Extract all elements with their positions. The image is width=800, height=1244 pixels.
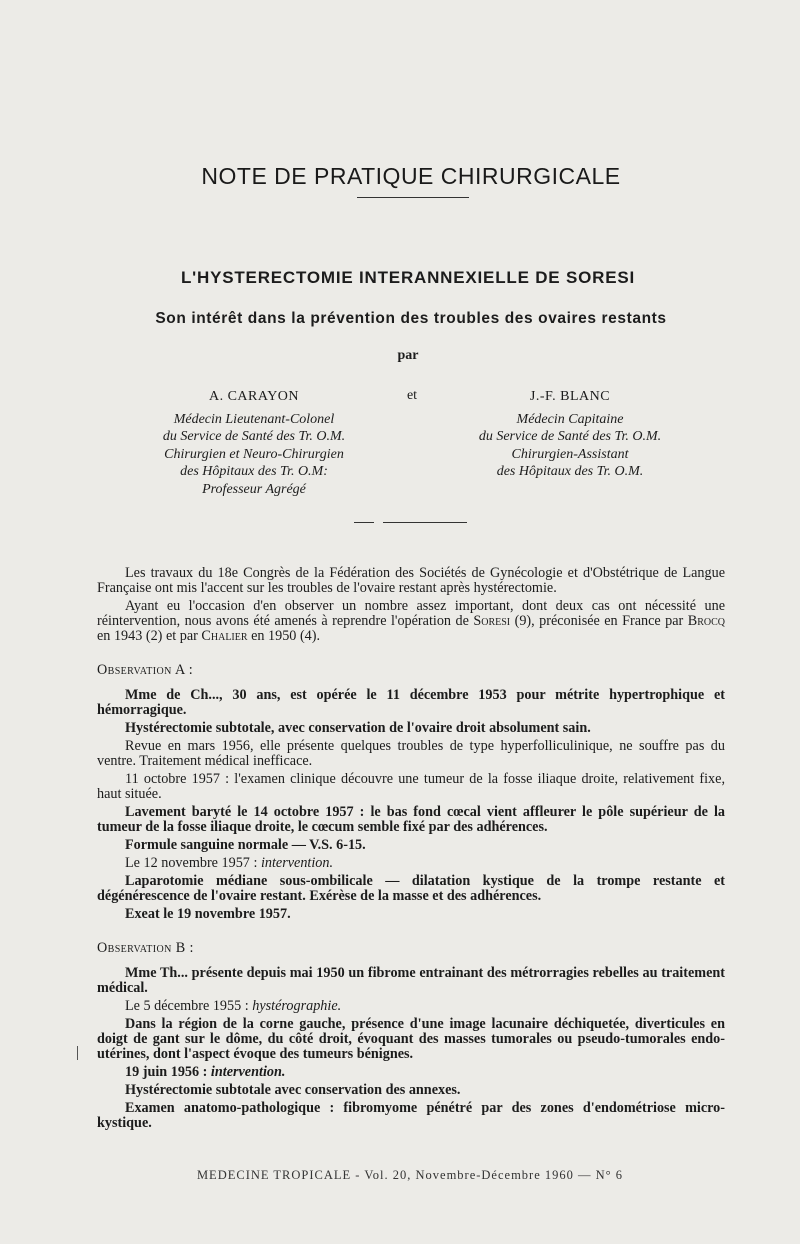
observation-paragraph: Le 12 novembre 1957 : intervention.	[125, 855, 334, 871]
observation-paragraph: Le 5 décembre 1955 : hystérographie.	[125, 998, 342, 1014]
emphasis: intervention.	[260, 855, 334, 871]
author-left-role: du Service de Santé des Tr. O.M.	[162, 429, 346, 444]
observation-paragraph: Hystérectomie subtotale avec conservation des annexes.	[125, 1082, 461, 1098]
author-right-role: des Hôpitaux des Tr. O.M.	[496, 464, 644, 479]
margin-mark	[77, 1046, 78, 1060]
author-right-role: Médecin Capitaine	[516, 411, 624, 427]
section-title: NOTE DE PRATIQUE CHIRURGICALE	[201, 163, 621, 189]
observation-paragraph: Dans la région de la corne gauche, présence d'une image lacunaire déchiquetée, diverticules en doigt de gant sur le dôme, du côté droit, évoquant des masses tumorales ou pseudo-tumorales endo-utérines, dont l'aspect évoque des tumeurs bénignes.	[97, 1016, 725, 1062]
author-left-role: des Hôpitaux des Tr. O.M:	[180, 464, 328, 479]
ref-author: Brocq	[687, 613, 725, 629]
emphasis: intervention.	[210, 1064, 286, 1080]
observation-paragraph: Mme de Ch..., 30 ans, est opérée le 11 décembre 1953 pour métrite hypertrophique et hémorragique.	[97, 687, 725, 718]
observation-paragraph: Formule sanguine normale — V.S. 6-15.	[125, 837, 366, 853]
observation-paragraph: Lavement baryté le 14 octobre 1957 : le bas fond cœcal vient affleurer le pôle supérieur de la tumeur de la fosse iliaque droite, le cœcum semble fixé par des adhérences.	[97, 804, 725, 835]
observation-paragraph: Hystérectomie subtotale, avec conservation de l'ovaire droit absolument sain.	[125, 720, 591, 736]
observation-a-heading: Observation A :	[97, 662, 194, 678]
ref-author: Soresi	[473, 613, 511, 629]
observation-paragraph: Exeat le 19 novembre 1957.	[125, 906, 291, 922]
author-right-role: du Service de Santé des Tr. O.M.	[478, 429, 662, 444]
author-conjunction: et	[406, 388, 418, 403]
intro-paragraph: Ayant eu l'occasion d'en observer un nombre assez important, dont deux cas ont nécessité une réintervention, nous avons été amenés à reprendre l'opération de Soresi (9), préconisée en France par Brocq en 1943 (2) et par Chalier en 1950 (4).	[97, 598, 725, 644]
byline-par: par	[397, 348, 419, 363]
author-left-name: A. CARAYON	[208, 389, 300, 404]
emphasis: hystérographie.	[252, 998, 342, 1014]
author-right-name: J.-F. BLANC	[529, 389, 611, 404]
observation-paragraph: 19 juin 1956 : intervention.	[125, 1064, 286, 1080]
author-left-role: Médecin Lieutenant-Colonel	[173, 411, 335, 427]
observation-paragraph: Revue en mars 1956, elle présente quelques troubles de type hyperfolliculinique, ne souffre pas du ventre. Traitement médical inefficace.	[97, 738, 725, 769]
article-body	[97, 566, 725, 1131]
observation-paragraph: Examen anatomo-pathologique : fibromyome pénétré par des zones d'endométriose micro-kystique.	[97, 1100, 725, 1131]
author-left-role: Professeur Agrégé	[202, 481, 306, 497]
author-left	[104, 388, 404, 498]
article-subtitle: Son intérêt dans la prévention des troubles des ovaires restants	[155, 310, 667, 327]
observation-paragraph: Laparotomie médiane sous-ombilicale — dilatation kystique de la trompe restante et dégénérescence de l'ovaire restant. Exérèse de la masse et des adhérences.	[97, 873, 725, 904]
ref-author: Chalier	[201, 628, 248, 644]
intro-paragraph: Les travaux du 18e Congrès de la Fédération des Sociétés de Gynécologie et d'Obstétrique de Langue Française ont mis l'accent sur les troubles de l'ovaire restant après hystérectomie.	[97, 565, 725, 596]
title-rule	[357, 197, 469, 198]
observation-b-heading: Observation B :	[97, 940, 194, 956]
author-left-role: Chirurgien et Neuro-Chirurgien	[164, 446, 344, 462]
author-right-role: Chirurgien-Assistant	[511, 446, 629, 462]
observation-paragraph: Mme Th... présente depuis mai 1950 un fibrome entrainant des métrorragies rebelles au traitement médical.	[97, 965, 725, 996]
separator-rule	[354, 522, 374, 523]
observation-paragraph: 11 octobre 1957 : l'examen clinique découvre une tumeur de la fosse iliaque droite, relativement fixe, haut située.	[97, 771, 725, 802]
author-right	[420, 388, 720, 481]
separator-rule	[383, 522, 467, 523]
journal-footer: MEDECINE TROPICALE - Vol. 20, Novembre-Décembre 1960 — N° 6	[196, 1168, 624, 1182]
article-title: L'HYSTERECTOMIE INTERANNEXIELLE DE SORESI	[180, 268, 636, 287]
